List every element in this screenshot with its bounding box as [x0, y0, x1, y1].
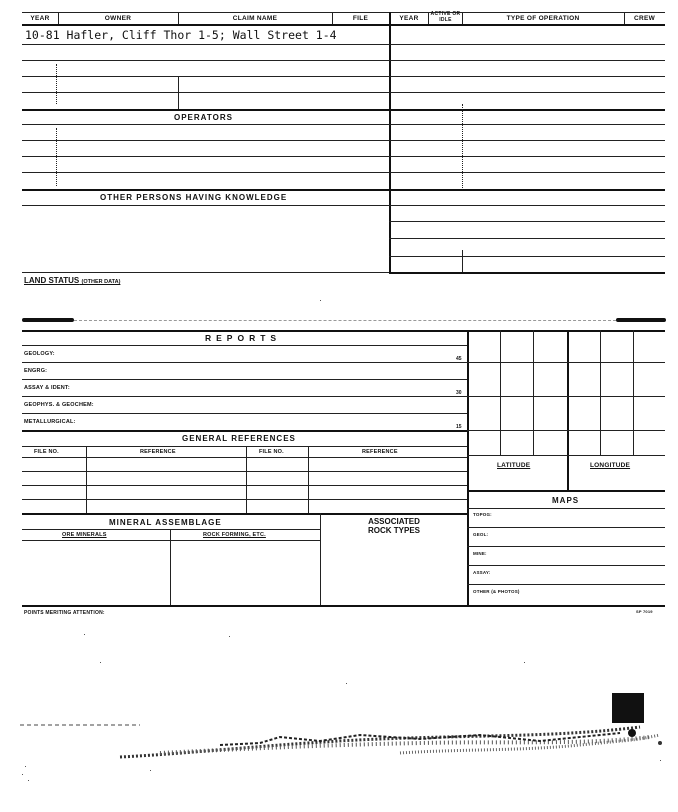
report-row-engrg: ENGRG:: [24, 368, 48, 374]
points-meriting-attention-label: POINTS MERITING ATTENTION:: [24, 610, 105, 616]
reports-heading: REPORTS: [205, 333, 282, 343]
header-year: YEAR: [30, 15, 50, 22]
operators-heading: OPERATORS: [174, 113, 233, 122]
land-status-label: [24, 276, 120, 285]
report-row-metallurgical: METALLURGICAL:: [24, 419, 76, 425]
form-code: SP 7019: [636, 609, 653, 614]
map-row-assay: ASSAY:: [473, 570, 491, 575]
ref-col-file-no-1: FILE NO.: [34, 449, 59, 455]
header-claim-name: CLAIM NAME: [232, 15, 278, 22]
grid-number-15: 15: [456, 424, 462, 430]
ref-col-reference-2: REFERENCE: [362, 449, 398, 455]
longitude-label: LONGITUDE: [590, 462, 631, 469]
header-crew: CREW: [633, 15, 656, 22]
header-type-of-operation: TYPE OF OPERATION: [506, 15, 580, 22]
report-row-assay: ASSAY & IDENT:: [24, 385, 70, 391]
associated-line-1: ASSOCIATED: [368, 517, 420, 526]
latitude-label: LATITUDE: [497, 462, 531, 469]
ref-col-file-no-2: FILE NO.: [259, 449, 284, 455]
map-row-geol: GEOL:: [473, 532, 489, 537]
report-row-geology: GEOLOGY:: [24, 351, 55, 357]
other-persons-heading: OTHER PERSONS HAVING KNOWLEDGE: [100, 193, 288, 202]
header-active-or-idle: ACTIVE OR IDLE: [430, 11, 461, 23]
map-row-topog: TOPOG:: [473, 512, 492, 517]
mineral-assemblage-heading: MINERAL ASSEMBLAGE: [109, 518, 222, 527]
general-references-heading: GENERAL REFERENCES: [182, 434, 296, 443]
map-row-other: OTHER (& PHOTOS): [473, 589, 520, 594]
associated-line-2: ROCK TYPES: [367, 526, 420, 535]
maps-heading: MAPS: [552, 496, 580, 505]
grid-number-30: 30: [456, 390, 462, 396]
scan-mark-left: [22, 318, 74, 322]
ore-minerals-column: ORE MINERALS: [62, 532, 107, 538]
rock-forming-column: ROCK FORMING, ETC.: [203, 532, 266, 538]
land-status-subtitle: (OTHER DATA): [81, 279, 121, 285]
map-row-mine: MINE:: [473, 551, 487, 556]
ref-col-reference-1: REFERENCE: [140, 449, 176, 455]
land-status-title: LAND STATUS: [24, 276, 80, 285]
owner-claim-entry: 10-81 Hafler, Cliff Thor 1-5; Wall Street 1-4: [25, 28, 337, 42]
grid-number-45: 45: [456, 356, 462, 362]
scan-mark-right: [616, 318, 666, 322]
header-owner: OWNER: [104, 15, 132, 22]
header-file: FILE: [352, 15, 369, 22]
associated-rock-types-heading: [330, 517, 458, 535]
header-activity-year: YEAR: [399, 15, 419, 22]
scan-smear-artifact: [20, 715, 670, 775]
report-row-geophys: GEOPHYS. & GEOCHEM:: [24, 402, 94, 408]
